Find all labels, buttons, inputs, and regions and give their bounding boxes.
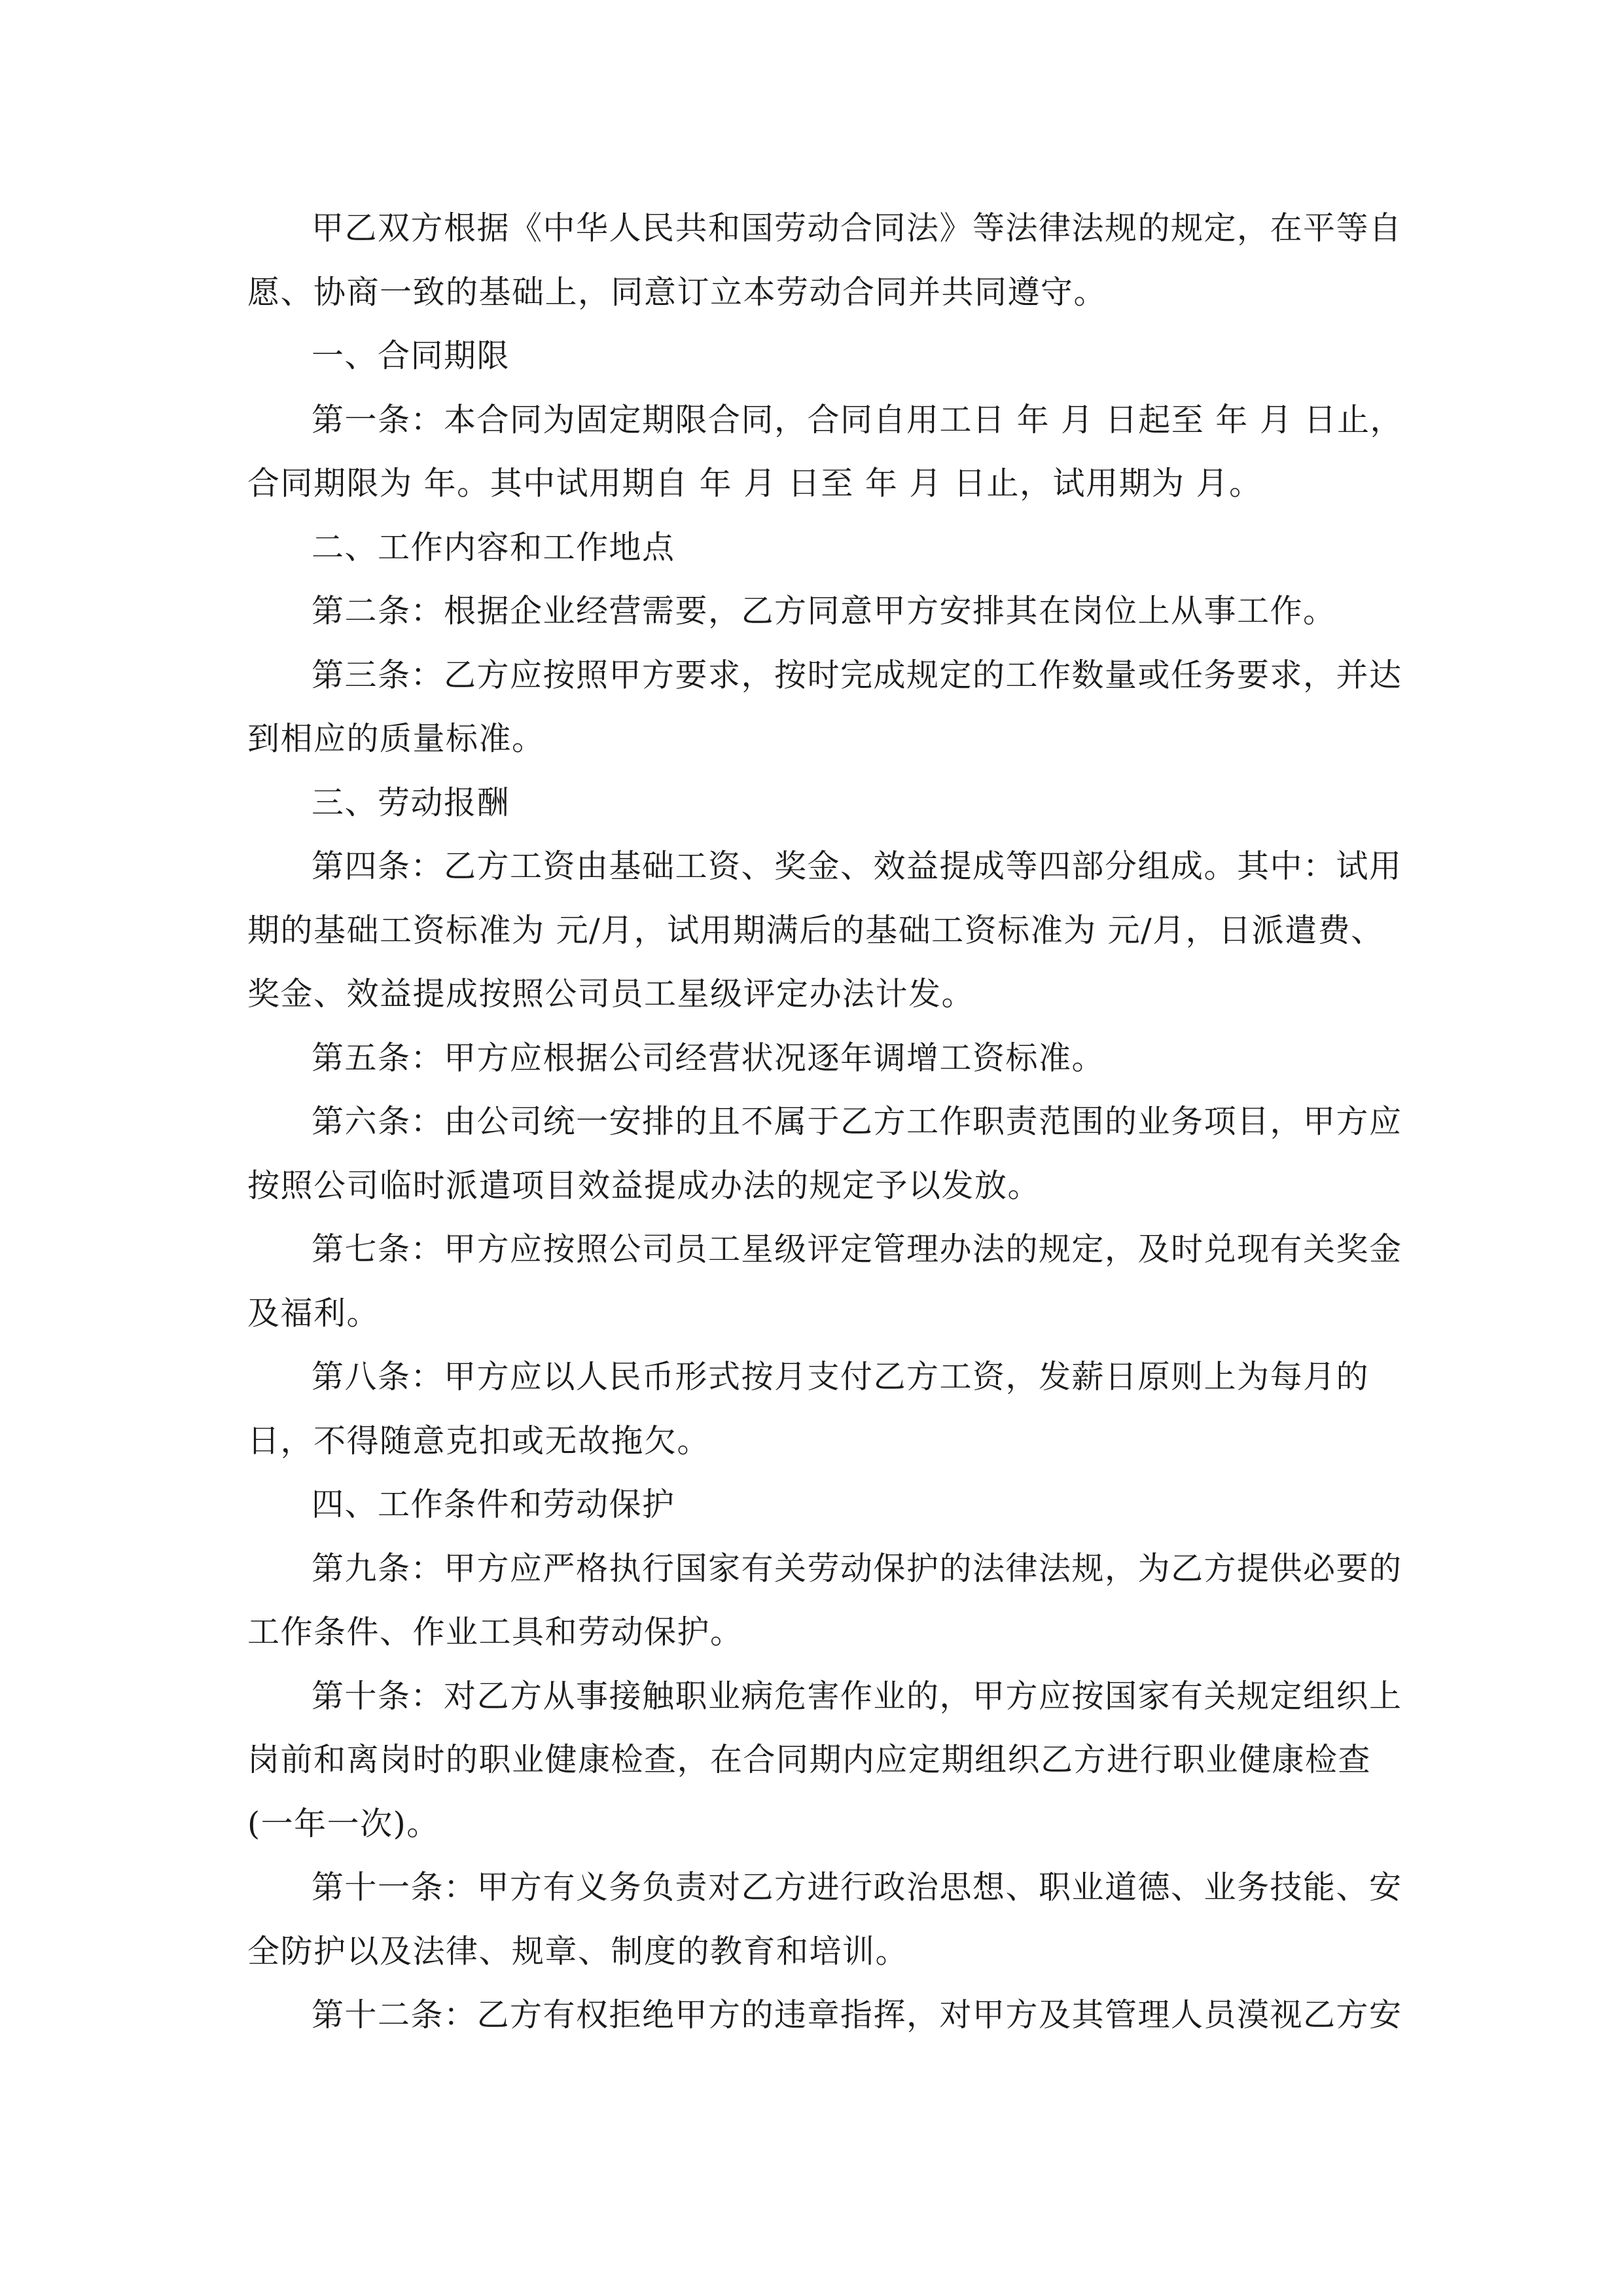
text-line: 第十条：对乙方从事接触职业病危害作业的，甲方应按国家有关规定组织上 <box>312 1677 1402 1715</box>
text-line: 第六条：由公司统一安排的且不属于乙方工作职责范围的业务项目，甲方应 <box>312 1103 1402 1140</box>
section-heading: 四、工作条件和劳动保护 <box>312 1486 675 1523</box>
text-line: (一年一次)。 <box>247 1804 440 1842</box>
text-line: 第四条：乙方工资由基础工资、奖金、效益提成等四部分组成。其中：试用 <box>312 848 1402 885</box>
text-line: 第九条：甲方应严格执行国家有关劳动保护的法律法规，为乙方提供必要的 <box>312 1549 1402 1587</box>
contract-body <box>247 196 1403 2047</box>
section-heading: 二、工作内容和工作地点 <box>312 528 675 566</box>
text-line: 愿、协商一致的基础上，同意订立本劳动合同并共同遵守。 <box>247 273 1107 311</box>
text-line: 及福利。 <box>247 1294 380 1332</box>
text-line: 第一条：本合同为固定期限合同，合同自用工日 年 月 日起至 年 月 日止， <box>312 401 1403 439</box>
text-line: 合同期限为 年。其中试用期自 年 月 日至 年 月 日止，试用期为 月。 <box>247 465 1262 502</box>
text-line: 全防护以及法律、规章、制度的教育和培训。 <box>247 1932 909 1970</box>
text-line: 第八条：甲方应以人民币形式按月支付乙方工资，发薪日原则上为每月的 <box>312 1358 1370 1395</box>
text-line: 工作条件、作业工具和劳动保护。 <box>247 1613 743 1651</box>
text-line: 日，不得随意克扣或无故拖欠。 <box>247 1422 711 1460</box>
text-line: 到相应的质量标准。 <box>247 720 545 757</box>
section-heading: 一、合同期限 <box>312 337 510 374</box>
text-line: 岗前和离岗时的职业健康检查，在合同期内应定期组织乙方进行职业健康检查 <box>247 1741 1372 1778</box>
text-line: 奖金、效益提成按照公司员工星级评定办法计发。 <box>247 975 975 1013</box>
text-line: 第二条：根据企业经营需要，乙方同意甲方安排其在岗位上从事工作。 <box>312 592 1336 630</box>
text-line: 第十二条：乙方有权拒绝甲方的违章指挥，对甲方及其管理人员漠视乙方安 <box>312 1996 1402 2034</box>
text-line: 第三条：乙方应按照甲方要求，按时完成规定的工作数量或任务要求，并达 <box>312 656 1402 694</box>
text-line: 第七条：甲方应按照公司员工星级评定管理办法的规定，及时兑现有关奖金 <box>312 1230 1402 1268</box>
text-line: 甲乙双方根据《中华人民共和国劳动合同法》等法律法规的规定，在平等自 <box>312 209 1402 247</box>
section-heading: 三、劳动报酬 <box>312 783 510 821</box>
text-line: 期的基础工资标准为 元/月，试用期满后的基础工资标准为 元/月，日派遣费、 <box>247 911 1384 949</box>
text-line: 第十一条：甲方有义务负责对乙方进行政治思想、职业道德、业务技能、安 <box>312 1869 1402 1906</box>
text-line: 第五条：甲方应根据公司经营状况逐年调增工资标准。 <box>312 1039 1105 1077</box>
text-line: 按照公司临时派遣项目效益提成办法的规定予以发放。 <box>247 1166 1041 1204</box>
